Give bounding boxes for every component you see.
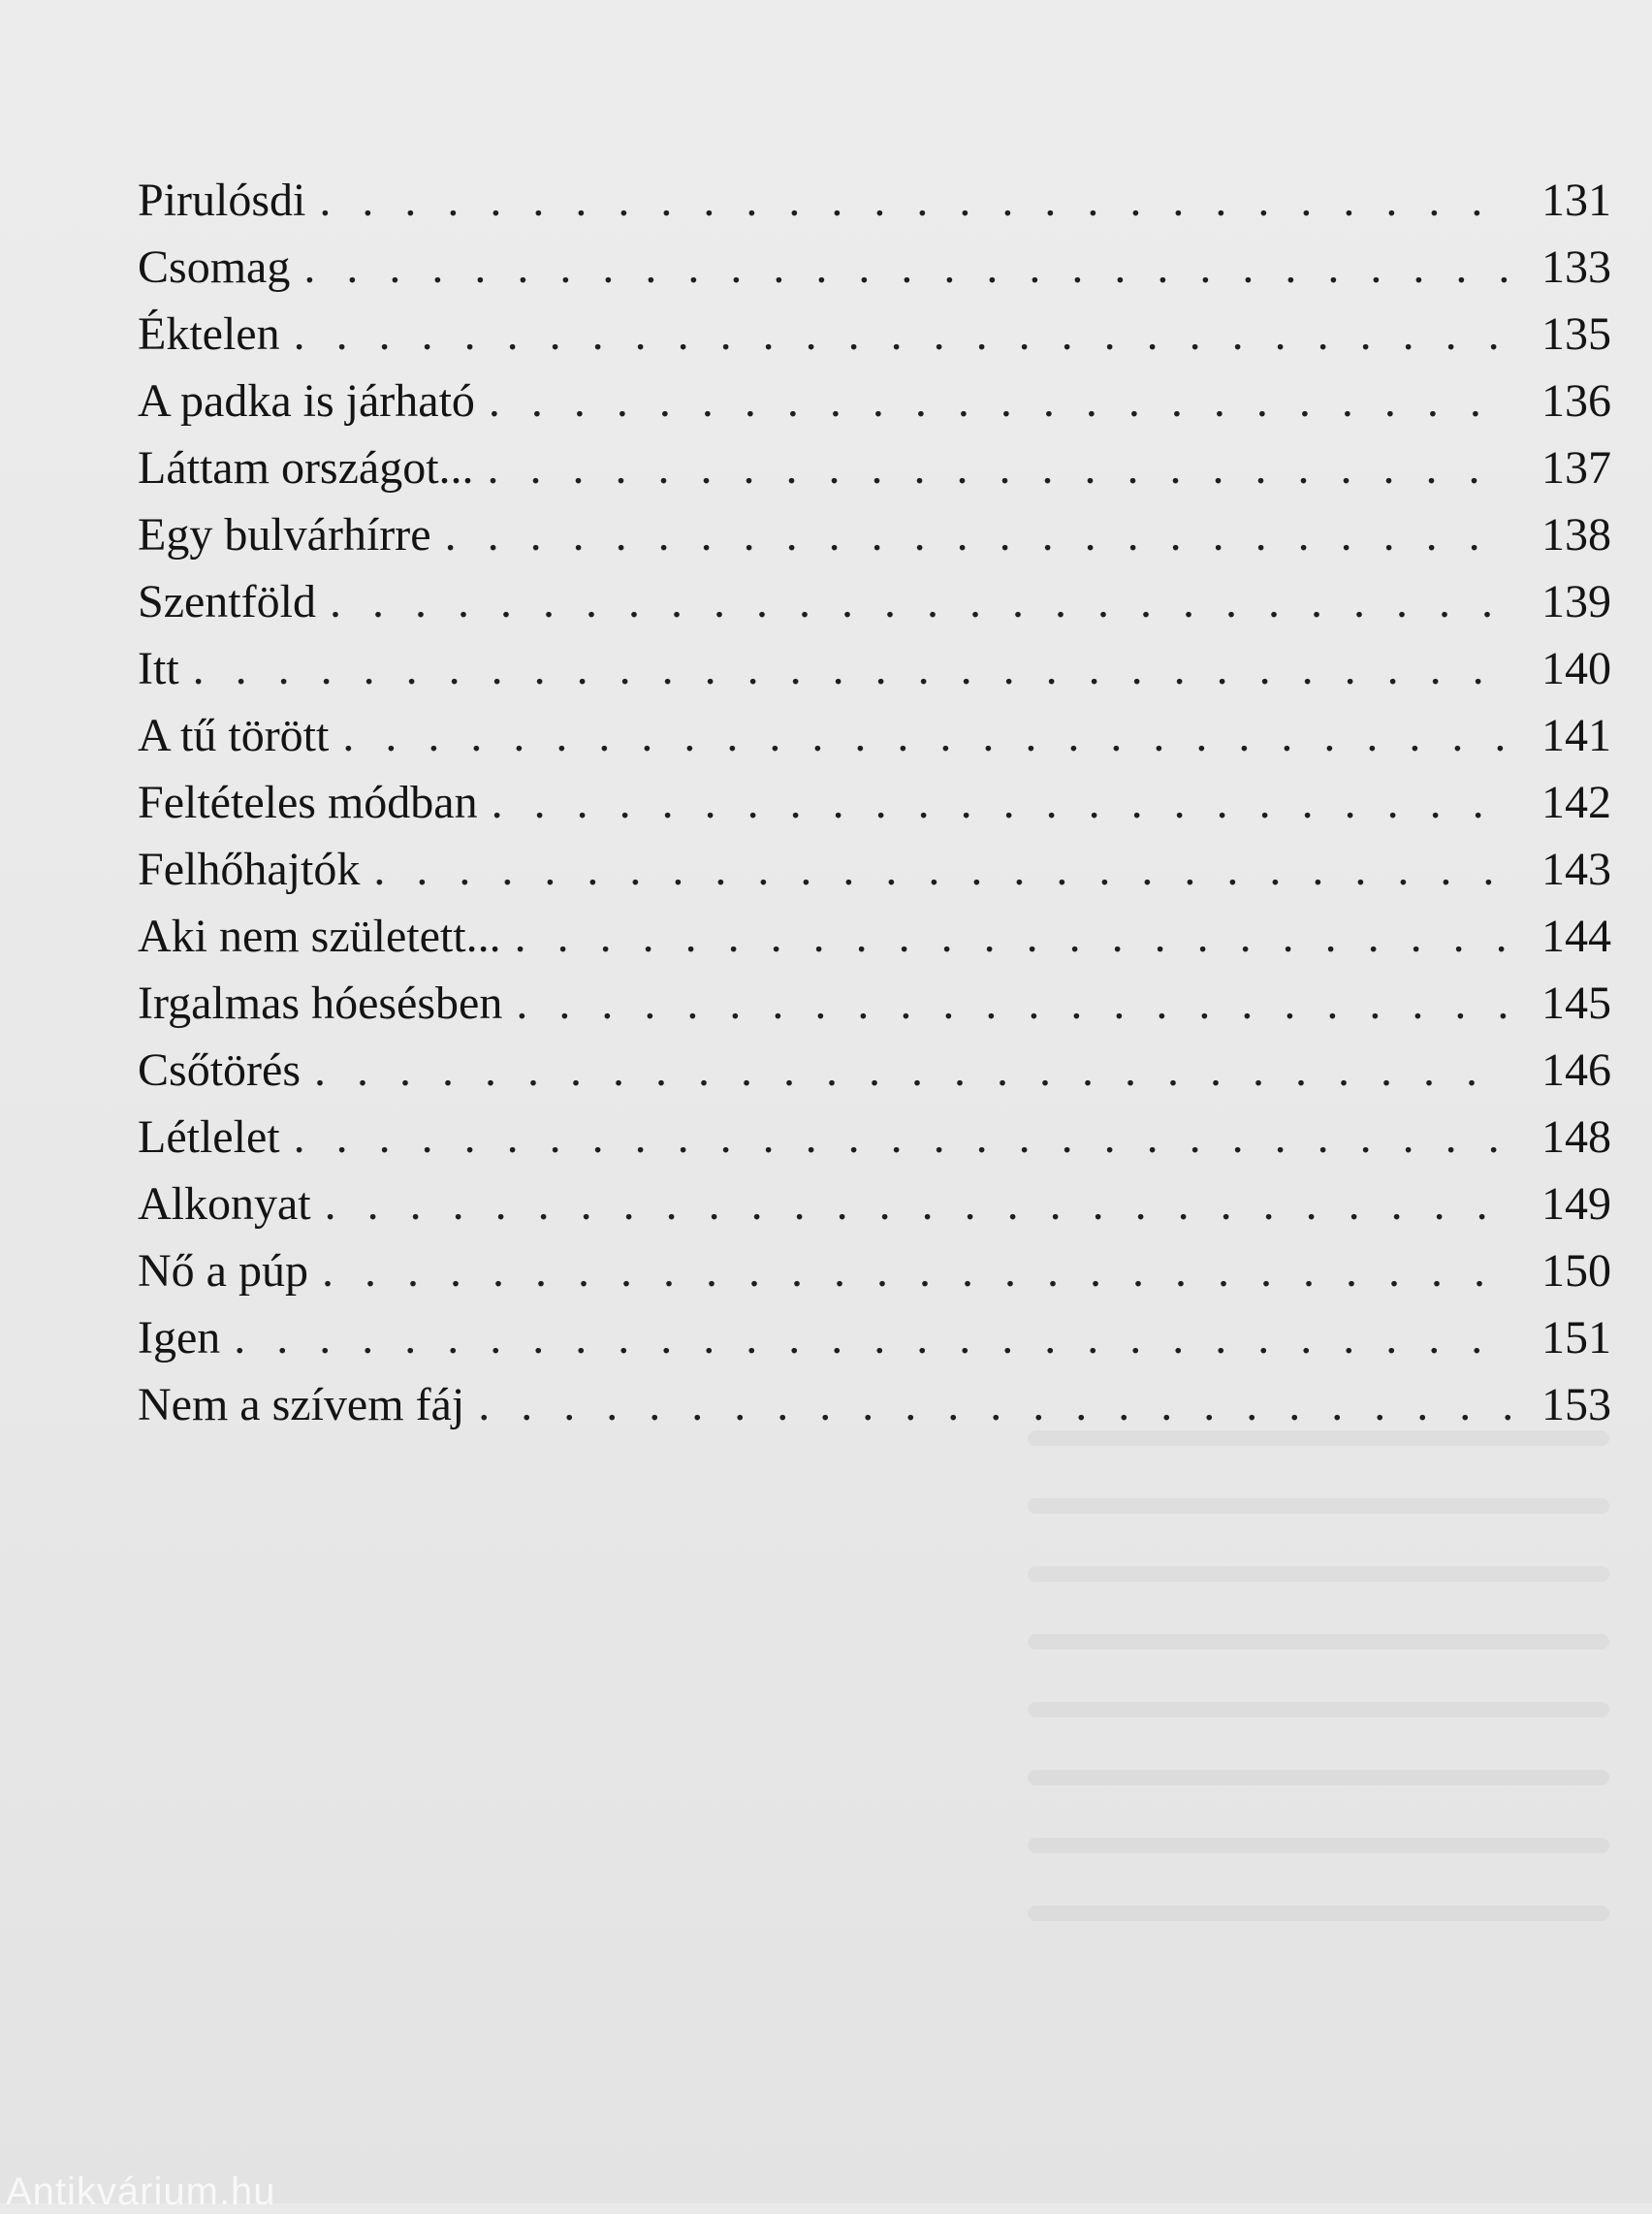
toc-entry-page: 131: [1541, 175, 1611, 226]
toc-leader-dots: [294, 301, 1510, 368]
toc-entry-title: Létlelet: [138, 1111, 280, 1163]
toc-leader-dots: [303, 234, 1510, 301]
toc-entry-page: 138: [1541, 509, 1611, 561]
toc-entry-page: 140: [1541, 643, 1611, 694]
toc-entry: [138, 568, 1611, 635]
toc-entry-title: Csőtörés: [138, 1044, 301, 1096]
toc-entry: [138, 501, 1611, 568]
toc-entry: [138, 1037, 1611, 1104]
toc-entry-page: 142: [1541, 777, 1611, 828]
toc-leader-dots: [342, 702, 1510, 769]
toc-leader-dots: [330, 568, 1510, 635]
toc-entry: [138, 234, 1611, 301]
toc-leader-dots: [492, 769, 1510, 836]
toc-entry-title: Csomag: [138, 241, 291, 293]
toc-leader-dots: [516, 970, 1510, 1037]
toc-leader-dots: [488, 434, 1510, 501]
toc-entry: [138, 702, 1611, 769]
toc-entry: [138, 769, 1611, 836]
toc-entry-title: Nő a púp: [138, 1245, 308, 1297]
toc-entry-page: 145: [1541, 978, 1611, 1029]
toc-entry-page: 153: [1541, 1379, 1611, 1430]
toc-entry-title: Pirulósdi: [138, 175, 306, 226]
toc-entry-page: 137: [1541, 442, 1611, 494]
toc-entry-title: Feltételes módban: [138, 777, 478, 828]
toc-entry: [138, 368, 1611, 434]
toc-entry-page: 136: [1541, 375, 1611, 427]
toc-leader-dots: [373, 836, 1510, 903]
toc-entry: [138, 434, 1611, 501]
toc-entry: [138, 836, 1611, 903]
toc-leader-dots: [489, 368, 1510, 434]
toc-entry-title: Igen: [138, 1312, 221, 1364]
toc-leader-dots: [234, 1304, 1510, 1371]
toc-entry-title: Egy bulvárhírre: [138, 509, 431, 561]
toc-entry: [138, 1104, 1611, 1171]
toc-entry-title: Irgalmas hóesésben: [138, 978, 503, 1029]
toc-entry-title: Itt: [138, 643, 179, 694]
toc-leader-dots: [314, 1037, 1510, 1104]
toc-entry-page: 150: [1541, 1245, 1611, 1297]
toc-entry-page: 144: [1541, 911, 1611, 962]
toc-entry: [138, 635, 1611, 702]
table-of-contents: [138, 167, 1611, 1438]
toc-entry-page: 133: [1541, 241, 1611, 293]
toc-entry-page: 141: [1541, 710, 1611, 761]
toc-entry-title: Láttam országot...: [138, 442, 474, 494]
toc-entry-title: Alkonyat: [138, 1178, 311, 1230]
toc-leader-dots: [322, 1237, 1510, 1304]
toc-leader-dots: [478, 1371, 1510, 1438]
toc-entry-title: Aki nem született...: [138, 911, 501, 962]
toc-entry-page: 151: [1541, 1312, 1611, 1364]
toc-entry-page: 143: [1541, 844, 1611, 895]
toc-entry: [138, 970, 1611, 1037]
toc-leader-dots: [319, 167, 1510, 234]
toc-entry-page: 135: [1541, 308, 1611, 360]
toc-entry-page: 148: [1541, 1111, 1611, 1163]
toc-entry-page: 146: [1541, 1044, 1611, 1096]
bleed-through-text: [1028, 1430, 1609, 2109]
toc-entry-title: A padka is járható: [138, 375, 475, 427]
toc-entry: [138, 903, 1611, 970]
watermark-text: Antikvárium.hu: [6, 2170, 276, 2213]
toc-leader-dots: [193, 635, 1510, 702]
toc-entry: [138, 1371, 1611, 1438]
toc-entry: [138, 167, 1611, 234]
toc-entry: [138, 1304, 1611, 1371]
toc-entry-title: Éktelen: [138, 308, 280, 360]
toc-leader-dots: [325, 1171, 1510, 1237]
toc-entry: [138, 1237, 1611, 1304]
toc-leader-dots: [294, 1104, 1510, 1171]
toc-entry: [138, 301, 1611, 368]
toc-leader-dots: [445, 501, 1510, 568]
toc-entry-page: 139: [1541, 576, 1611, 627]
toc-entry-page: 149: [1541, 1178, 1611, 1230]
toc-entry-title: Nem a szívem fáj: [138, 1379, 465, 1430]
toc-entry-title: Felhőhajtók: [138, 844, 361, 895]
toc-leader-dots: [515, 903, 1510, 970]
toc-entry-title: Szentföld: [138, 576, 316, 627]
toc-entry-title: A tű törött: [138, 710, 330, 761]
toc-entry: [138, 1171, 1611, 1237]
